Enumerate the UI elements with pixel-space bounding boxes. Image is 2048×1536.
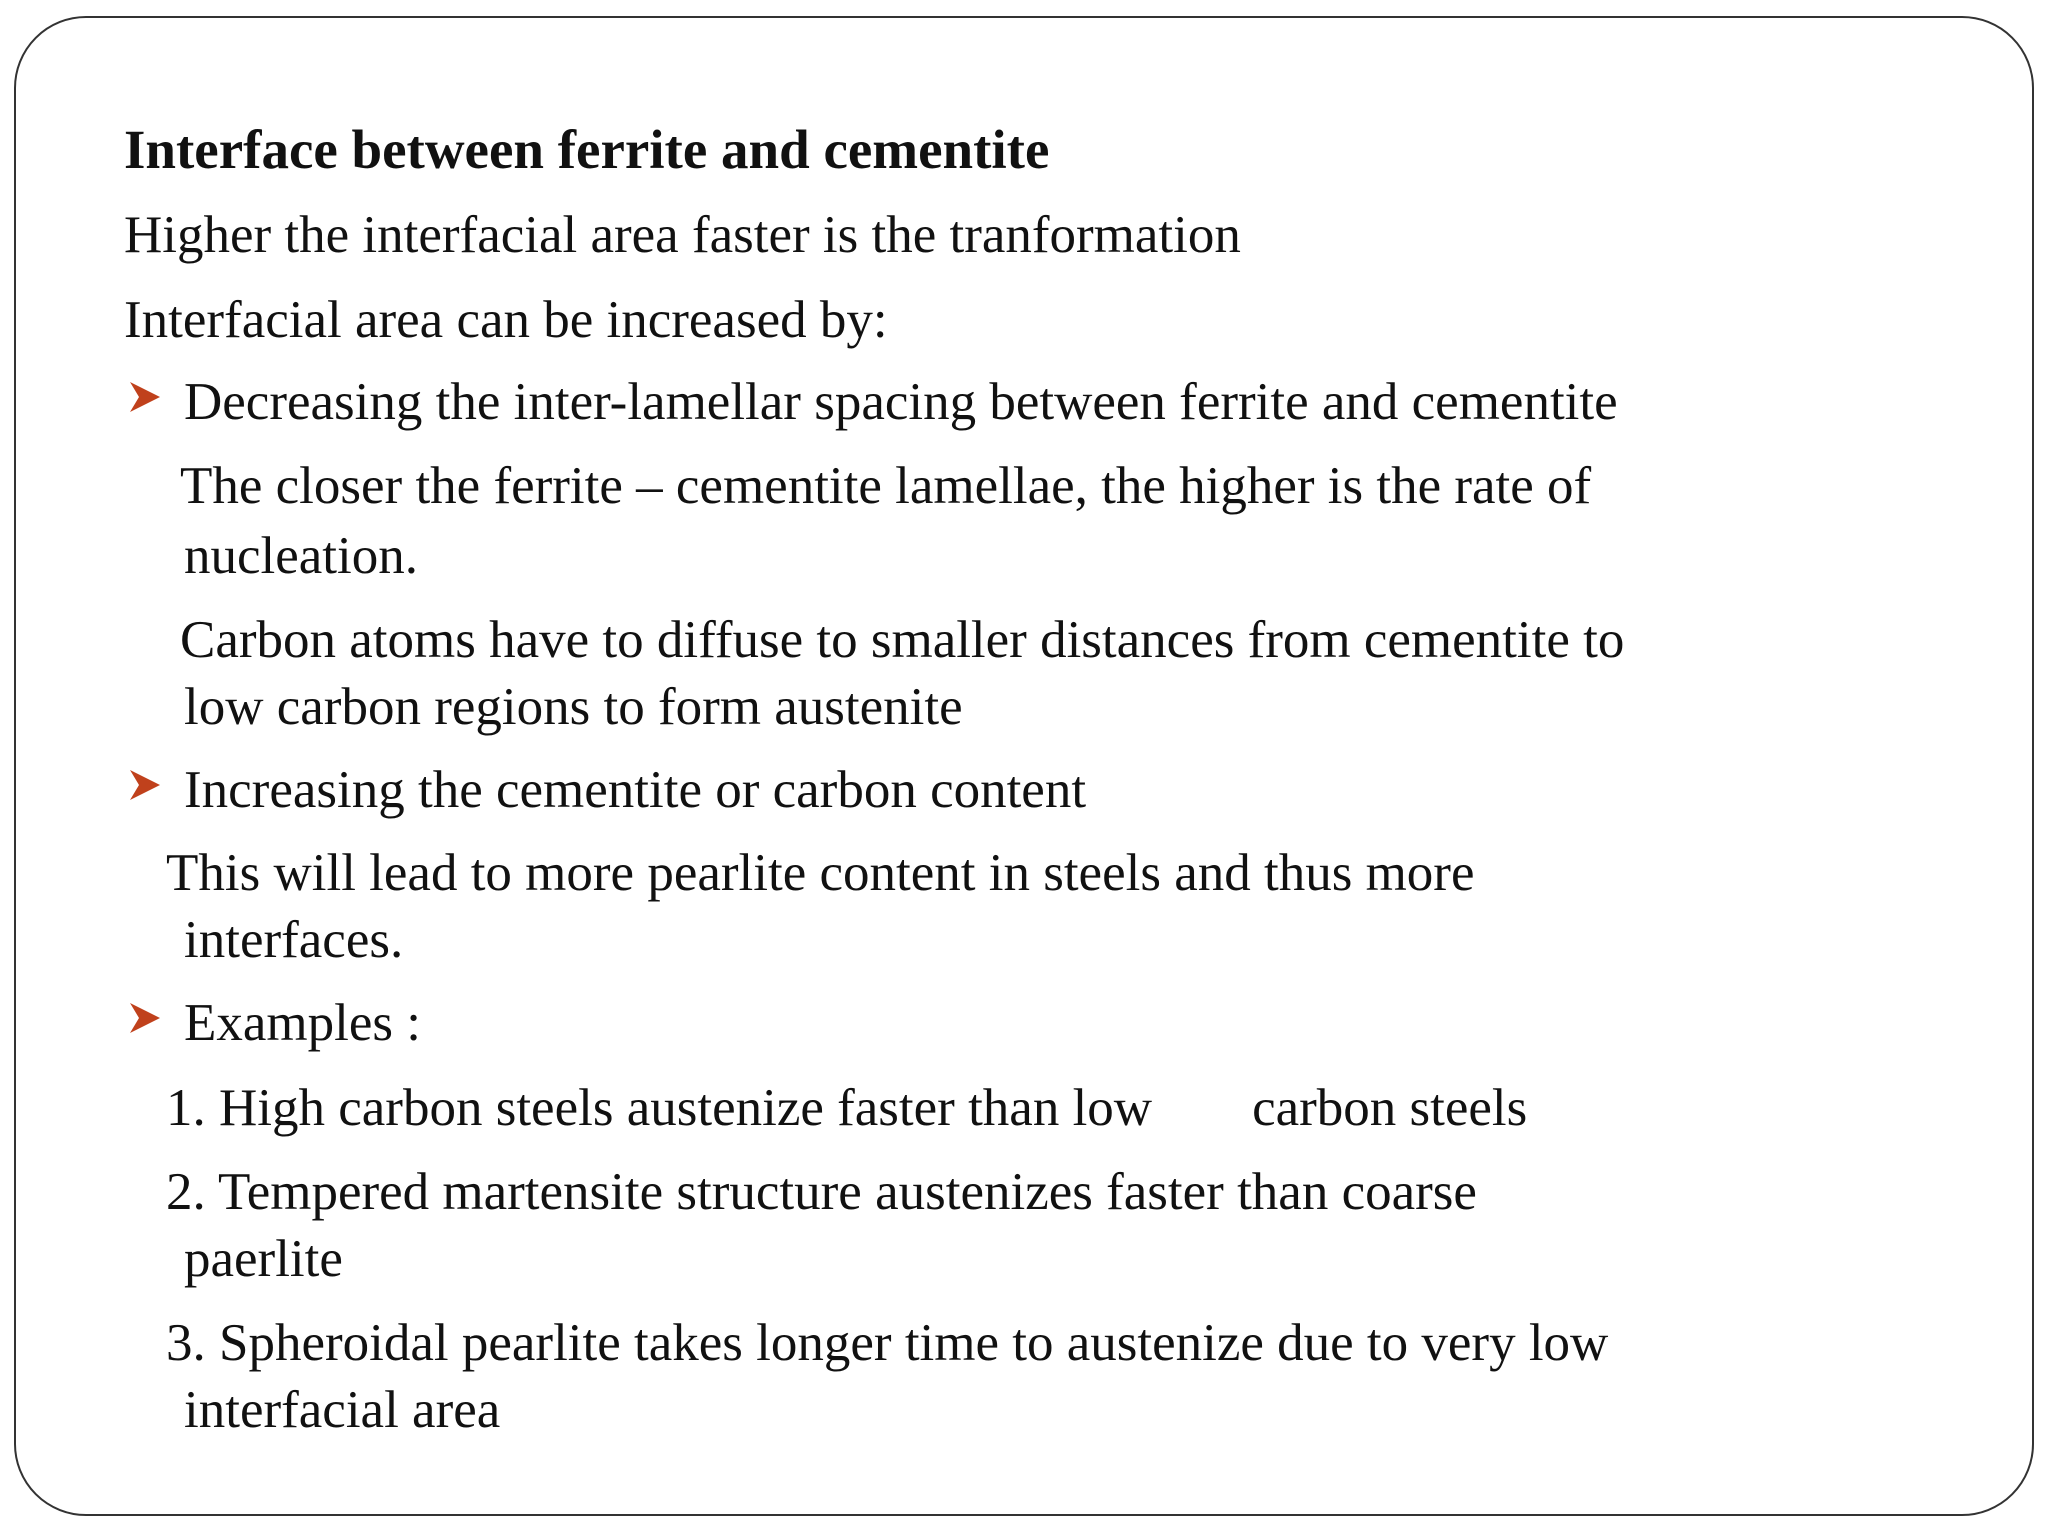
arrowhead-bullet-icon [128,380,162,414]
arrowhead-bullet-icon [128,1001,162,1035]
example-1-text: 1. High carbon steels austenize faster than low [166,1079,1153,1137]
bullet-2-note-1-line-2: interfaces. [184,911,404,969]
example-2-line-1: 2. Tempered martensite structure austenizes faster than coarse [166,1163,1477,1221]
slide-title: Interface between ferrite and cementite [124,119,1050,180]
bullet-2-text: Increasing the cementite or carbon content [184,761,1087,819]
arrowhead-bullet-icon [128,768,162,802]
example-1 [166,1078,1527,1138]
example-3-line-1: 3. Spheroidal pearlite takes longer time to austenize due to very low [166,1314,1609,1372]
example-1-tail: carbon steels [1252,1079,1528,1137]
intro-line-1: Higher the interfacial area faster is the tranformation [124,206,1241,264]
bullet-1-note-1-line-1: The closer the ferrite – cementite lamellae, the higher is the rate of [180,457,1592,515]
bullet-3-text: Examples : [184,994,421,1052]
bullet-1-note-1-line-2: nucleation. [184,527,418,585]
example-3-line-2: interfacial area [184,1381,501,1439]
bullet-1-note-2-line-2: low carbon regions to form austenite [184,678,963,736]
bullet-2-note-1-line-1: This will lead to more pearlite content in steels and thus more [166,844,1475,902]
bullet-1-text: Decreasing the inter-lamellar spacing between ferrite and cementite [184,373,1618,431]
bullet-1-note-2-line-1: Carbon atoms have to diffuse to smaller distances from cementite to [180,611,1625,669]
example-2-line-2: paerlite [184,1230,343,1288]
intro-line-2: Interfacial area can be increased by: [124,291,888,349]
